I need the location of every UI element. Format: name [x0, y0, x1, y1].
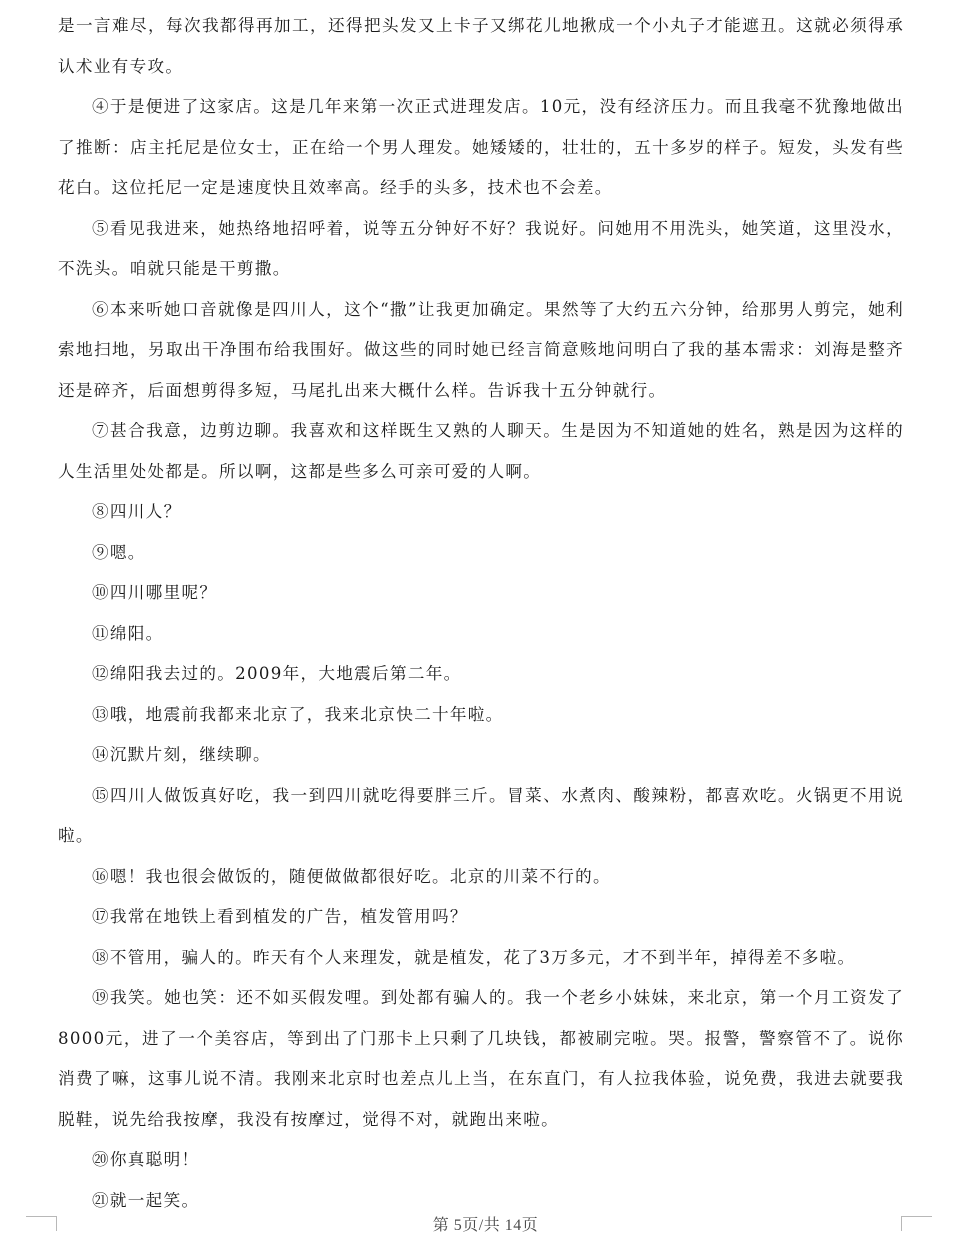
paragraph: ⑦甚合我意，边剪边聊。我喜欢和这样既生又熟的人聊天。生是因为不知道她的姓名，熟是因为这样的人生活里处处都是。所以啊，这都是些多么可亲可爱的人啊。: [58, 421, 904, 481]
document-body: [58, 6, 904, 1221]
paragraph: ⑬哦，地震前我都来北京了，我来北京快二十年啦。: [92, 704, 504, 724]
paragraph: ⑪绵阳。: [92, 623, 164, 643]
paragraph: ⑳你真聪明！: [92, 1150, 200, 1169]
paragraph: ⑧四川人？: [92, 502, 182, 521]
paragraph: ⑮四川人做饭真好吃，我一到四川就吃得要胖三斤。冒菜、水煮肉、酸辣粉，都喜欢吃。火锅更不用说啦。: [58, 785, 904, 845]
paragraph: 是一言难尽，每次我都得再加工，还得把头发又上卡子又绑花儿地揪成一个小丸子才能遮丑。这就必须得承认术业有专攻。: [58, 16, 904, 76]
paragraph: ⑯嗯！我也很会做饭的，随便做做都很好吃。北京的川菜不行的。: [92, 866, 611, 886]
paragraph: ㉑就一起笑。: [92, 1190, 200, 1210]
page-number-footer: 第 5页/共 14页: [432, 1217, 539, 1234]
paragraph: ⑩四川哪里呢？: [92, 583, 218, 602]
paragraph: ⑨嗯。: [92, 542, 146, 562]
paragraph: ⑫绵阳我去过的。2009年，大地震后第二年。: [92, 664, 462, 683]
paragraph: ⑰我常在地铁上看到植发的广告，植发管用吗？: [92, 907, 468, 926]
paragraph: ⑱不管用，骗人的。昨天有个人来理发，就是植发，花了3万多元，才不到半年，掉得差不多啦。: [92, 947, 856, 967]
paragraph: ⑭沉默片刻，继续聊。: [92, 745, 271, 764]
paragraph: ⑤看见我进来，她热络地招呼着，说等五分钟好不好？我说好。问她用不用洗头，她笑道，这里没水，不洗头。咱就只能是干剪撒。: [58, 218, 904, 278]
paragraph: ④于是便进了这家店。这是几年来第一次正式进理发店。10元，没有经济压力。而且我毫不犹豫地做出了推断：店主托尼是位女士，正在给一个男人理发。她矮矮的，壮壮的，五十多岁的样子。短发，头发有些花白。这位托尼一定是速度快且效率高。经手的头多，技术也不会差。: [58, 97, 904, 197]
paragraph: ⑥本来听她口音就像是四川人，这个“撒”让我更加确定。果然等了大约五六分钟，给那男人剪完，她利索地扫地，另取出干净围布给我围好。做这些的同时她已经言简意赅地问明白了我的基本需求：刘海是整齐还是碎齐，后面想剪得多短，马尾扎出来大概什么样。告诉我十五分钟就行。: [58, 299, 904, 400]
paragraph: ⑲我笑。她也笑：还不如买假发哩。到处都有骗人的。我一个老乡小妹妹，来北京，第一个月工资发了8000元，进了一个美容店，等到出了门那卡上只剩了几块钱，都被刷完啦。哭。报警，警察管不了。说你消费了嘛，这事儿说不清。我刚来北京时也差点儿上当，在东直门，有人拉我体验，说免费，我进去就要我脱鞋，说先给我按摩，我没有按摩过，觉得不对，就跑出来啦。: [58, 988, 904, 1129]
